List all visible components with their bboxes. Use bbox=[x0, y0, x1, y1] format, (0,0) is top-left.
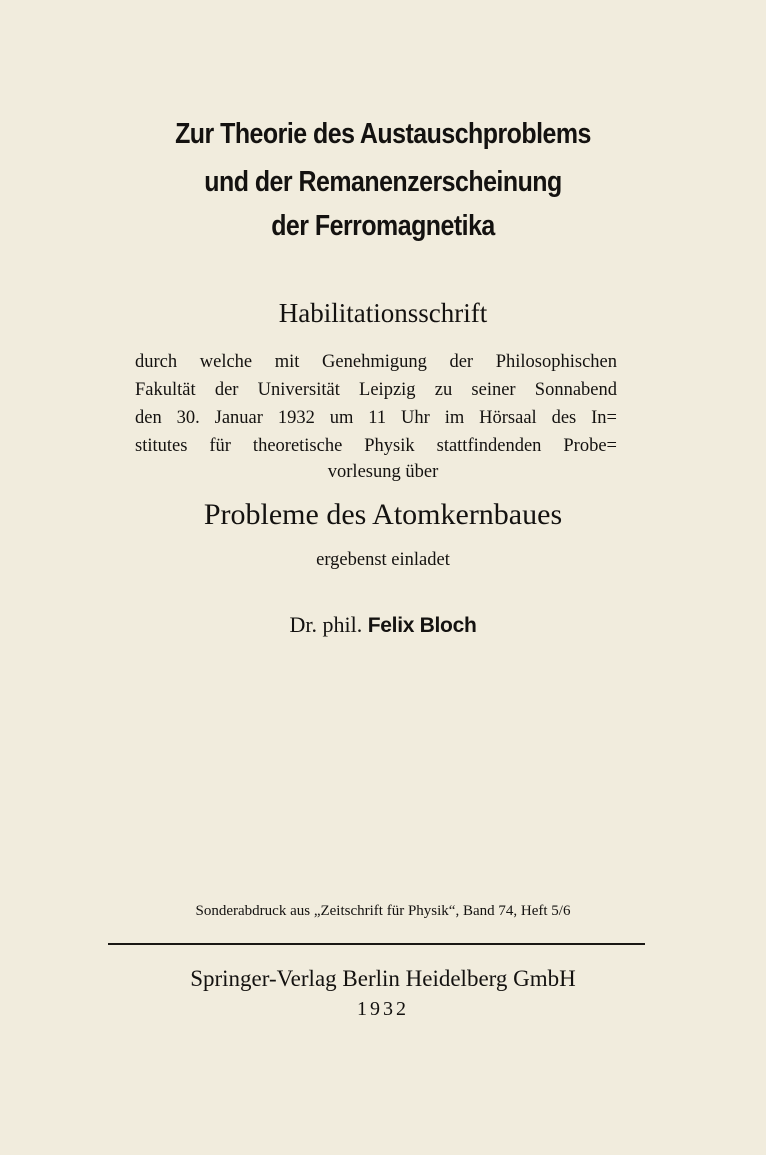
invitation-text-line-2: Fakultät der Universität Leipzig zu seiner Sonnabend bbox=[135, 380, 617, 400]
divider-rule bbox=[108, 943, 645, 945]
main-title-line-2: und der Remanenzerscheinung bbox=[204, 166, 562, 198]
lecture-title: Probleme des Atomkernbaues bbox=[203, 498, 563, 531]
main-title-line-3: der Ferromagnetika bbox=[271, 210, 495, 242]
author-degree: Dr. phil. bbox=[289, 612, 363, 637]
invitation-text-line-5: vorlesung über bbox=[327, 462, 439, 482]
document-type-heading: Habilitationsschrift bbox=[278, 298, 488, 328]
publication-year: 1932 bbox=[357, 998, 409, 1020]
invitation-text-line-1: durch welche mit Genehmigung der Philosophischen bbox=[135, 352, 617, 372]
invitation-text-line-3: den 30. Januar 1932 um 11 Uhr im Hörsaal des In= bbox=[135, 408, 617, 428]
main-title-line-1: Zur Theorie des Austauschproblems bbox=[175, 118, 591, 150]
invitation-text-line-4: stitutes für theoretische Physik stattfindenden Probe= bbox=[135, 436, 617, 456]
offprint-note: Sonderabdruck aus „Zeitschrift für Physik“, Band 74, Heft 5/6 bbox=[195, 903, 571, 919]
publisher-name: Springer-Verlag Berlin Heidelberg GmbH bbox=[190, 966, 576, 991]
author-line bbox=[0, 614, 766, 636]
author-name: Felix Bloch bbox=[367, 614, 477, 637]
invitation-closing: ergebenst einladet bbox=[316, 550, 450, 570]
